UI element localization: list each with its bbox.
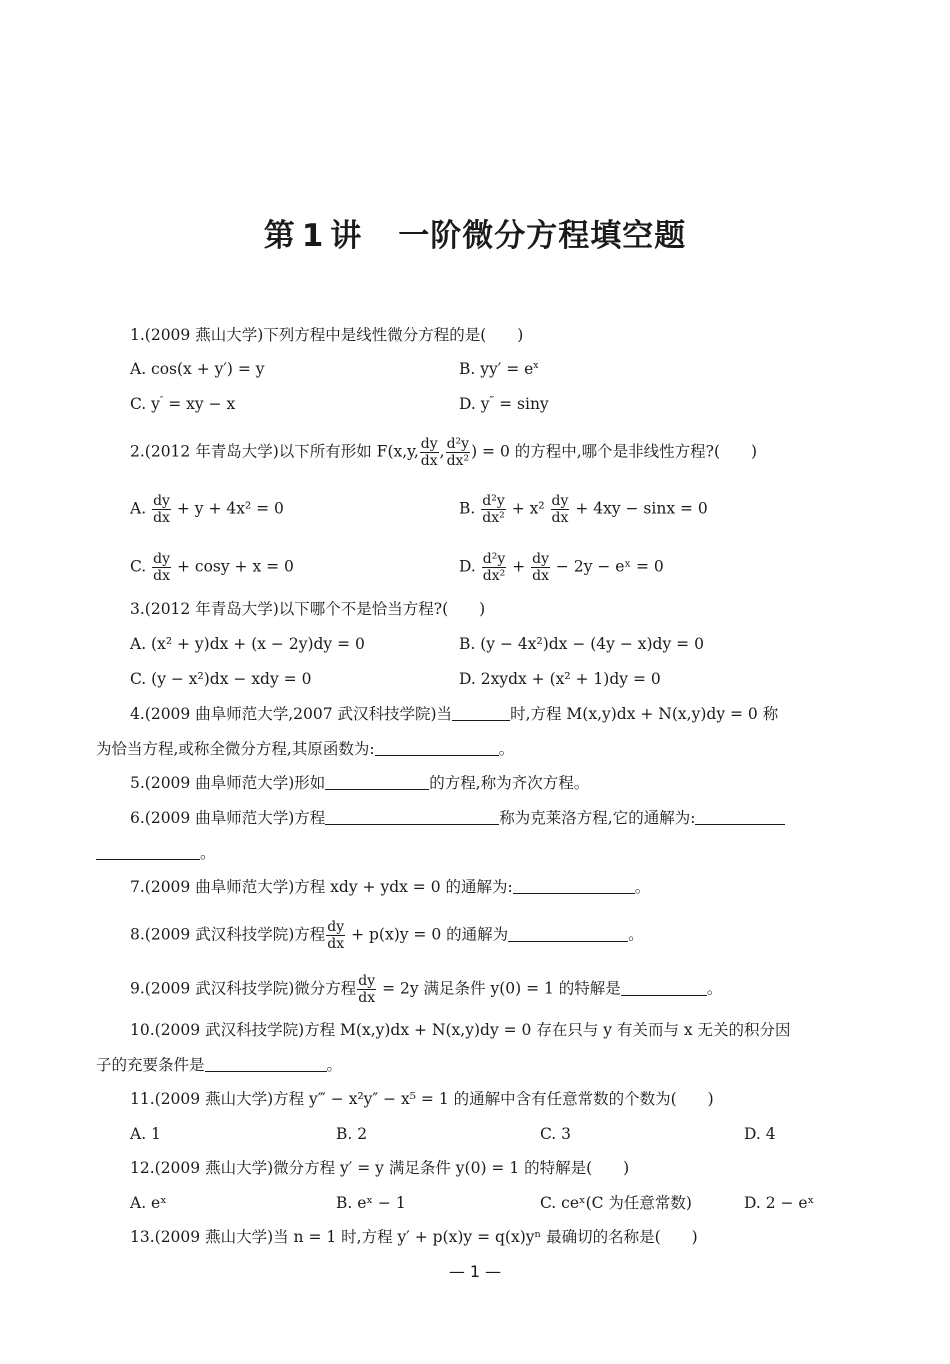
question-10-line-1: 10.(2009 武汉科技学院)方程 M(x,y)dx + N(x,y)dy = 0 存在只与 y 有关而与 x 无关的积分因 (130, 1021, 791, 1039)
q11-option-a: A. 1 (130, 1125, 161, 1143)
question-12-stem: 12.(2009 燕山大学)微分方程 y′ = y 满足条件 y(0) = 1 的特解是( ) (130, 1159, 630, 1177)
question-1-stem: 1.(2009 燕山大学)下列方程中是线性微分方程的是( ) (130, 326, 524, 344)
question-4-line-2: 为恰当方程,或称全微分方程,其原函数为: 。 (96, 740, 515, 758)
question-9: 9.(2009 武汉科技学院)微分方程 $\frac{dy}{dx}$ = 2y 满足条件 y(0) = 1 的特解是 。 (130, 973, 723, 1006)
question-10-line-2: 子的充要条件是 。 (96, 1056, 343, 1074)
title-prefix: 第 (263, 218, 296, 254)
answer-blank (508, 927, 628, 942)
title-suffix: 讲 (330, 218, 363, 254)
q12-option-b: B. eˣ − 1 (336, 1194, 406, 1212)
answer-blank (513, 879, 635, 894)
question-13-stem: 13.(2009 燕山大学)当 n = 1 时,方程 y′ + p(x)y = q(x)yⁿ 最确切的名称是( ) (130, 1228, 698, 1246)
question-4-line-1: 4.(2009 曲阜师范大学,2007 武汉科技学院)当 时,方程 M(x,y)dx + N(x,y)dy = 0 称 (130, 705, 779, 723)
q12-option-a: A. eˣ (130, 1194, 167, 1212)
q3-option-d: D. 2xydx + (x² + 1)dy = 0 (459, 670, 661, 688)
question-8: 8.(2009 武汉科技学院)方程 $\frac{dy}{dx}$ + p(x)y = 0 的通解为 。 (130, 919, 644, 952)
q1-option-a: A. cos(x + y′) = y (130, 360, 265, 378)
question-3-stem: 3.(2012 年青岛大学)以下哪个不是恰当方程?( ) (130, 600, 486, 618)
q11-option-b: B. 2 (336, 1125, 368, 1143)
question-2-stem: 2.(2012 年青岛大学)以下所有形如 F(x,y, $\frac{dy}{dx}$ , $\frac{\text{d²y}}{\text{dx²}}$ ) = 0 的方程中,哪个是非线性方程?( ) (130, 436, 758, 469)
question-7: 7.(2009 曲阜师范大学)方程 xdy + ydx = 0 的通解为: 。 (130, 878, 651, 896)
answer-blank (695, 810, 785, 825)
answer-blank (325, 810, 499, 825)
q2-option-d: D. $\frac{\text{d²y}}{\text{dx²}}$ + $\frac{dy}{dx}$ − 2y − eˣ = 0 (459, 551, 664, 584)
answer-blank (205, 1057, 327, 1072)
q3-option-a: A. (x² + y)dx + (x − 2y)dy = 0 (130, 635, 365, 653)
question-5: 5.(2009 曲阜师范大学)形如 的方程,称为齐次方程。 (130, 774, 590, 792)
q11-option-c: C. 3 (540, 1125, 572, 1143)
question-6-line-2: 。 (96, 843, 216, 863)
q1-option-b: B. $yy' = e^x$ (459, 360, 539, 378)
answer-blank (375, 741, 499, 756)
title-number: 1 (301, 218, 325, 254)
q3-option-b: B. (y − 4x²)dx − (4y − x)dy = 0 (459, 635, 704, 653)
q3-option-c: C. (y − x²)dx − xdy = 0 (130, 670, 312, 688)
answer-blank (452, 706, 510, 721)
q1-option-d: D. y‴ = siny (459, 395, 549, 413)
title-text: 一阶微分方程填空题 (398, 218, 687, 254)
q12-option-d: D. 2 − eˣ (744, 1194, 815, 1212)
q12-option-c: C. ceˣ(C 为任意常数) (540, 1194, 692, 1212)
question-6-line-1: 6.(2009 曲阜师范大学)方程 称为克莱洛方程,它的通解为: (130, 808, 785, 828)
question-11-stem: 11.(2009 燕山大学)方程 y‴ − x²y″ − x⁵ = 1 的通解中含有任意常数的个数为( ) (130, 1090, 714, 1108)
answer-blank (621, 981, 707, 996)
page-number: — 1 — (448, 1262, 502, 1281)
q2-option-b: B. $\frac{\text{d²y}}{\text{dx²}}$ + x² $\frac{dy}{dx}$ + 4xy − sinx = 0 (459, 493, 708, 526)
page-title (0, 210, 950, 255)
answer-blank (96, 845, 200, 860)
q11-option-d: D. 4 (744, 1125, 776, 1143)
q1-option-c: C. y″ = xy − x (130, 395, 236, 413)
answer-blank (325, 775, 429, 790)
q2-option-c: C. $\frac{dy}{dx}$ + cosy + x = 0 (130, 551, 294, 584)
q2-option-a: A. $\frac{dy}{dx}$ + y + 4x² = 0 (130, 493, 284, 526)
